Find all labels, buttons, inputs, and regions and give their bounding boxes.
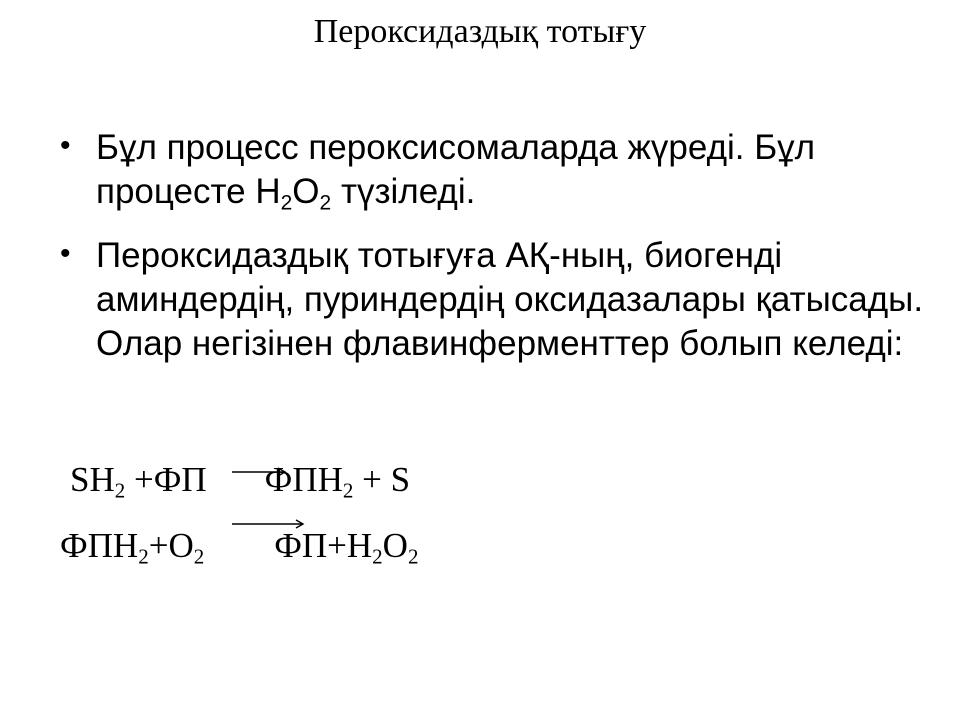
bullet-dot-icon: • [60, 237, 71, 270]
subscript: 2 [319, 191, 332, 215]
bullet-item [60, 126, 930, 214]
subscript: 2 [372, 544, 383, 569]
eq-part: ФП+H [274, 526, 373, 565]
bullet-dot-icon: • [60, 129, 71, 162]
subscript: 2 [138, 544, 149, 569]
eq-part: O [382, 526, 408, 565]
subscript: 2 [193, 544, 205, 569]
subscript: 2 [114, 478, 126, 503]
text-part: түзіледі. [331, 172, 476, 211]
subscript: 2 [407, 544, 419, 569]
slide-title: Пероксидаздық тотығу [313, 13, 647, 50]
eq-part: ФПH [264, 460, 343, 499]
text-part: O [292, 172, 320, 211]
subscript: 2 [280, 191, 293, 215]
bullet-text: Пероксидаздық тотығуға АҚ-ның, биогенді аминдердің, пуриндердің оксидазалары қатысады. Олар негізінен флавинферменттер болып келеді: [96, 236, 924, 363]
bullet-list [60, 126, 930, 366]
subscript: 2 [342, 478, 354, 503]
bullet-item [60, 234, 930, 366]
eq-part: +ФП [125, 460, 207, 499]
text-part: Бұл процесс пероксисомаларда жүреді. Бұл процесте H [96, 128, 816, 211]
eq-part: ФПH [60, 526, 139, 565]
reaction-arrow-icon [232, 514, 308, 534]
eq-part: SH [70, 460, 115, 499]
reaction-arrow-icon [232, 460, 290, 480]
eq-part: + S [353, 460, 411, 499]
bullet-text [96, 128, 816, 215]
eq-part: +O [148, 526, 194, 565]
